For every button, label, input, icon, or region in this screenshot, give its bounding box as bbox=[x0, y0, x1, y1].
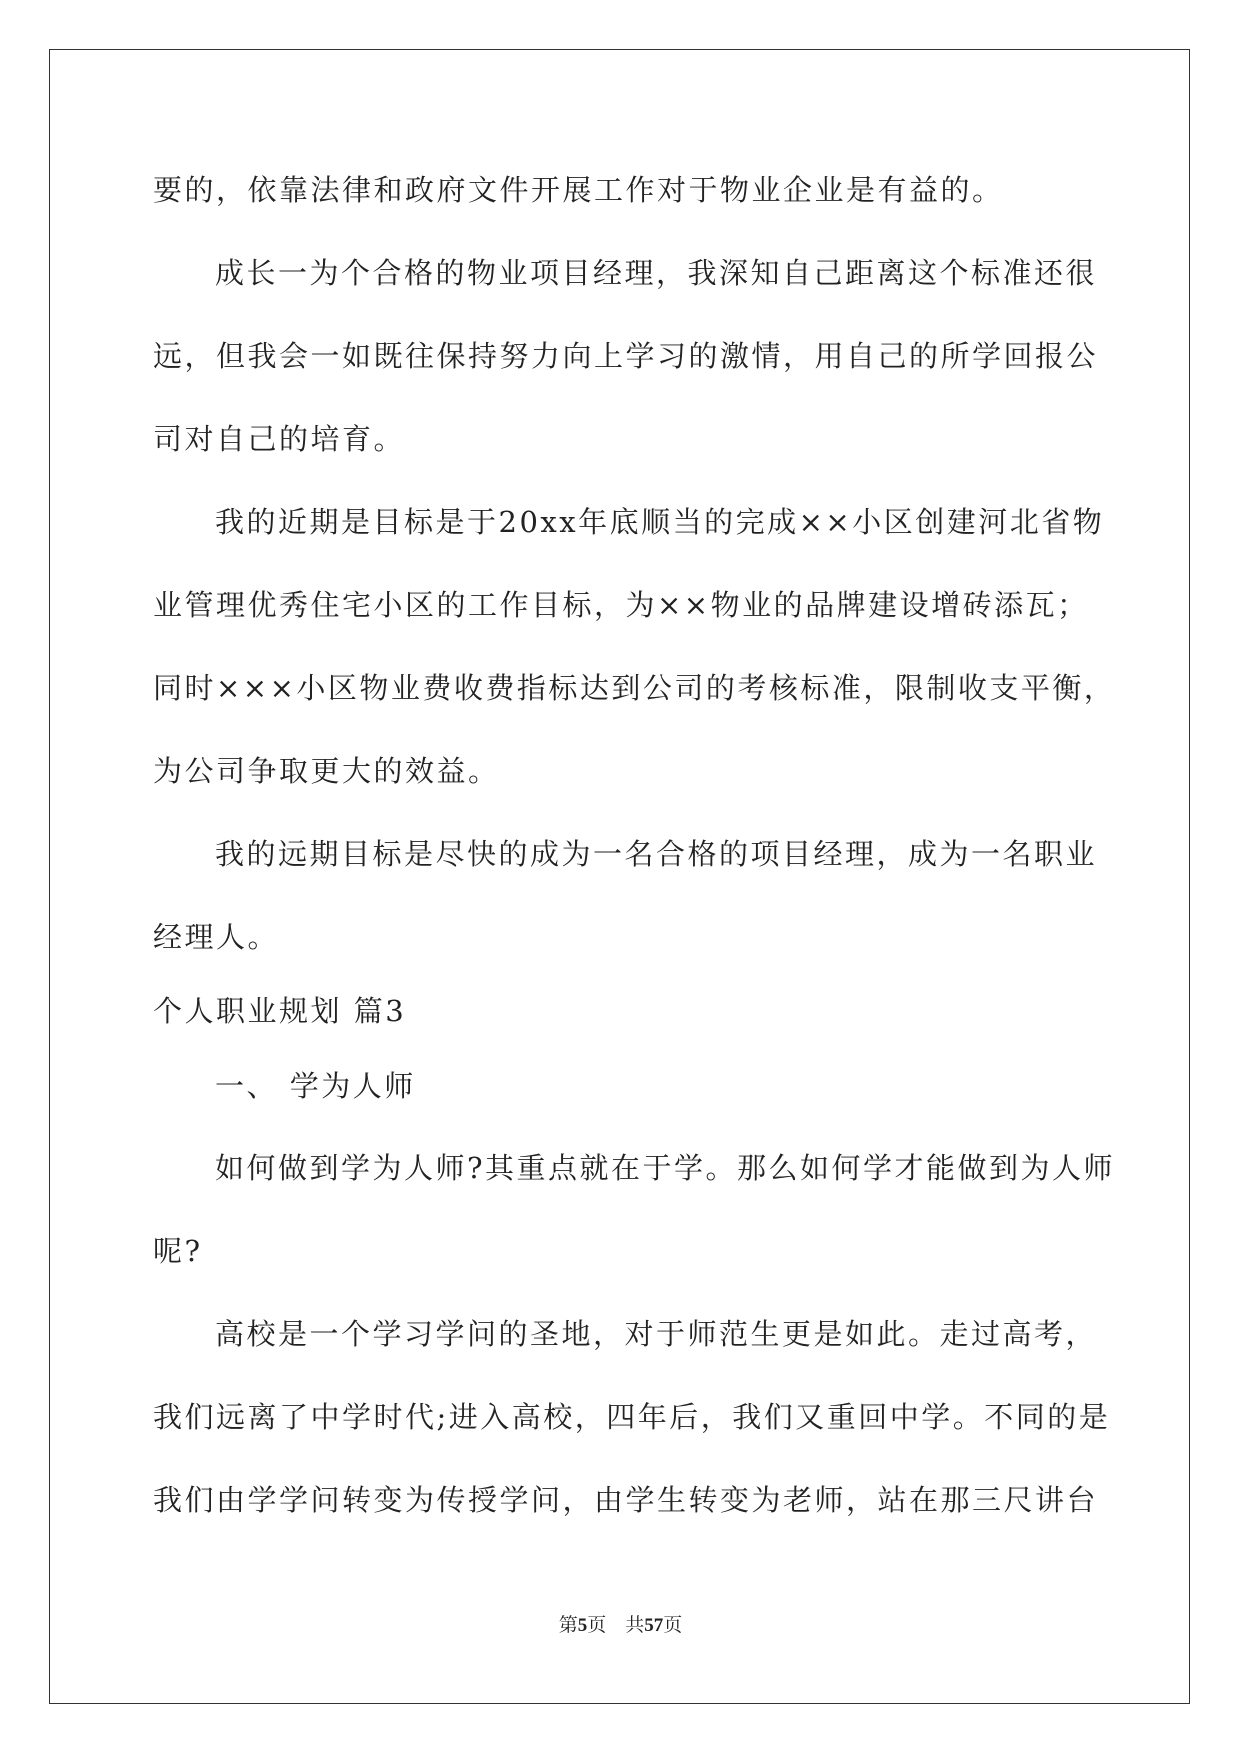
footer-page-number: 5 bbox=[577, 1615, 588, 1636]
body-line: 远，但我会一如既往保持努力向上学习的激情，用自己的所学回报公 bbox=[153, 339, 1099, 373]
footer-middle: 页 共 bbox=[587, 1614, 645, 1636]
section-heading: 个人职业规划 篇3 bbox=[153, 994, 407, 1028]
body-line: 经理人。 bbox=[153, 920, 280, 954]
body-line: 如何做到学为人师?其重点就在于学。那么如何学才能做到为人师 bbox=[215, 1151, 1116, 1185]
body-line: 我的近期是目标是于20xx年底顺当的完成××小区创建河北省物 bbox=[215, 505, 1105, 539]
footer-prefix: 第 bbox=[558, 1614, 578, 1636]
body-line: 要的，依靠法律和政府文件开展工作对于物业企业是有益的。 bbox=[153, 173, 1004, 207]
page-footer bbox=[0, 1610, 1241, 1637]
body-line: 成长一为个合格的物业项目经理，我深知自己距离这个标准还很 bbox=[215, 256, 1098, 290]
body-line: 司对自己的培育。 bbox=[153, 422, 406, 456]
body-line: 业管理优秀住宅小区的工作目标，为××物业的品牌建设增砖添瓦； bbox=[153, 588, 1089, 622]
footer-suffix: 页 bbox=[663, 1614, 683, 1636]
body-line: 呢? bbox=[153, 1234, 203, 1268]
body-line: 高校是一个学习学问的圣地，对于师范生更是如此。走过高考， bbox=[215, 1317, 1098, 1351]
body-line: 为公司争取更大的效益。 bbox=[153, 754, 500, 788]
body-line: 我的远期目标是尽快的成为一名合格的项目经理，成为一名职业 bbox=[215, 837, 1098, 871]
footer-total-pages: 57 bbox=[644, 1615, 664, 1636]
body-line: 同时×××小区物业费收费指标达到公司的考核标准，限制收支平衡， bbox=[153, 671, 1116, 705]
body-line: 我们远离了中学时代;进入高校，四年后，我们又重回中学。不同的是 bbox=[153, 1400, 1111, 1434]
subheading: 一、 学为人师 bbox=[215, 1069, 416, 1103]
page-border bbox=[49, 49, 1190, 1704]
body-line: 我们由学学问转变为传授学问，由学生转变为老师，站在那三尺讲台 bbox=[153, 1483, 1099, 1517]
